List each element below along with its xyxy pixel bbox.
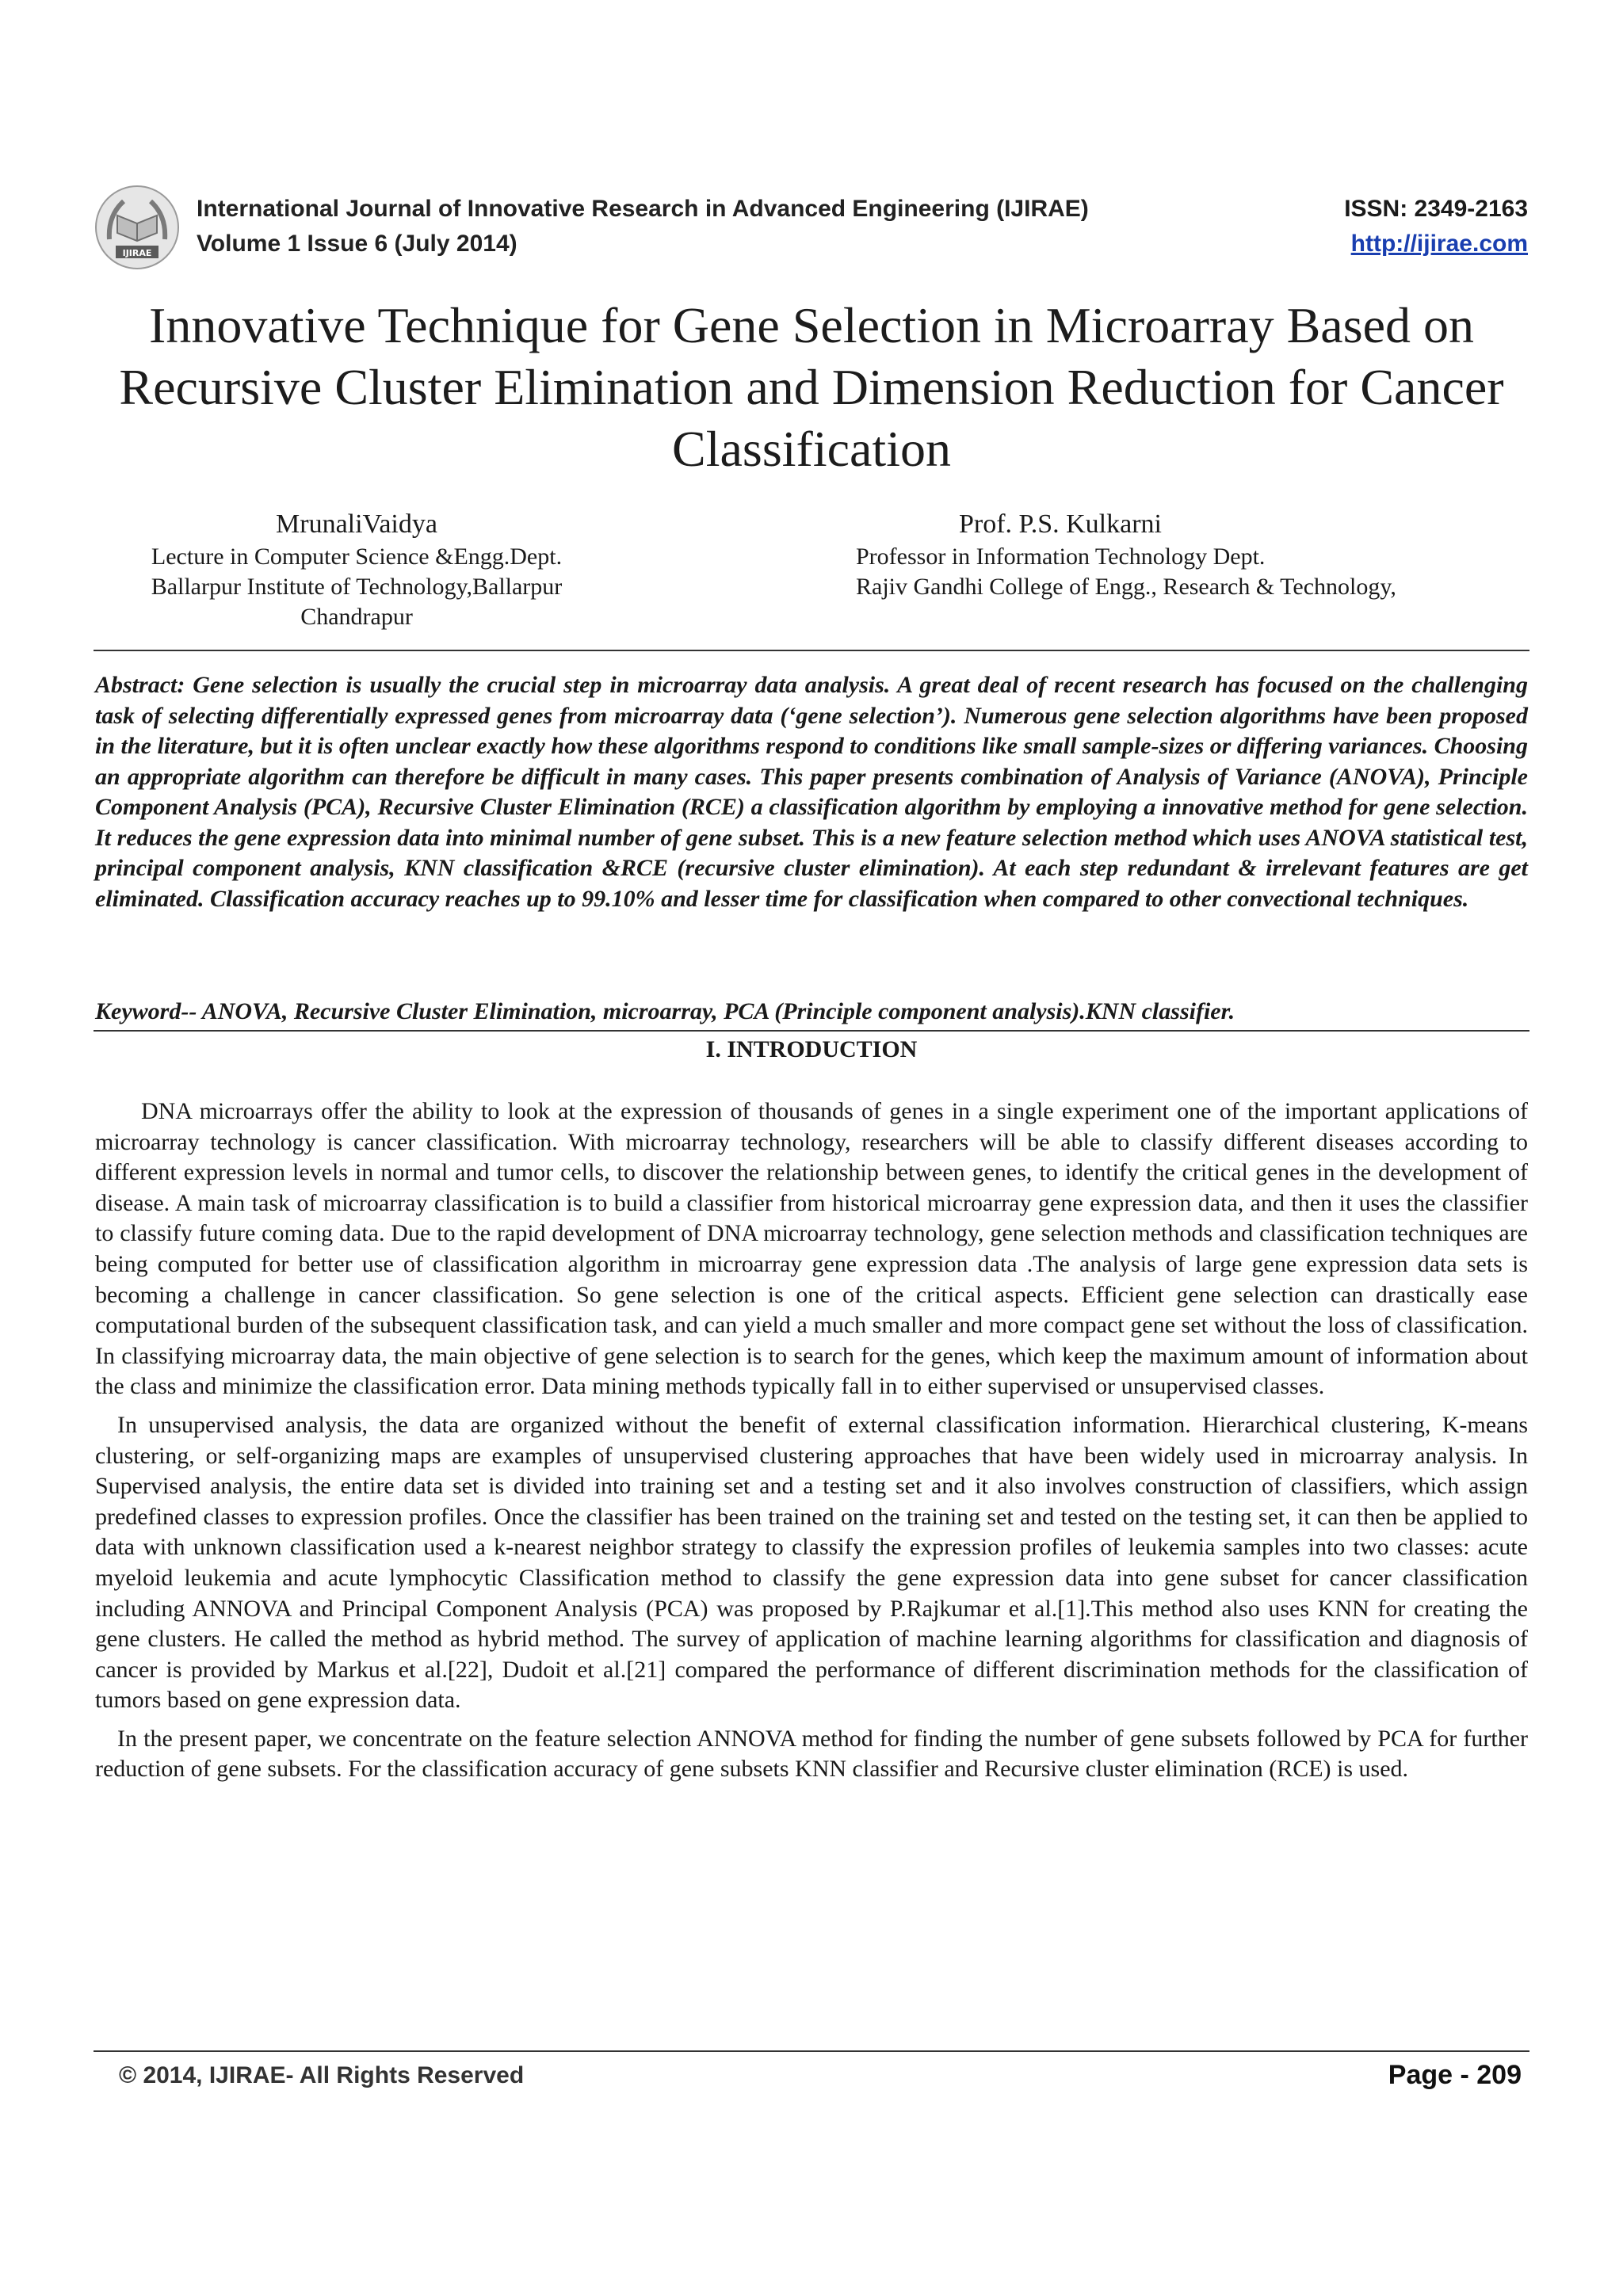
author-name: MrunaliVaidya	[276, 509, 437, 539]
divider	[94, 1030, 1529, 1032]
body-text	[95, 1097, 1528, 1793]
journal-logo	[94, 184, 181, 271]
author-right	[856, 507, 1490, 602]
laurel-emblem-icon	[94, 184, 181, 271]
keywords: Keyword-- ANOVA, Recursive Cluster Elimination, microarray, PCA (Principle component analysis).KNN classifier.	[95, 998, 1235, 1024]
footer-divider	[94, 2050, 1529, 2052]
section-heading: I. INTRODUCTION	[705, 1036, 918, 1062]
paper-title: Innovative Technique for Gene Selection in Microarray Based on Recursive Cluster Elimination and Dimension Reduction for Cancer Classification	[119, 297, 1504, 477]
page-number: Page - 209	[1388, 2060, 1522, 2090]
author-left	[79, 507, 634, 632]
journal-volume: Volume 1 Issue 6 (July 2014)	[197, 231, 517, 257]
journal-header	[197, 192, 1306, 261]
paragraph: In the present paper, we concentrate on the feature selection ANNOVA method for finding the number of gene subsets followed by PCA for further reduction of gene subsets. For the classification accuracy of gene subsets KNN classifier and Recursive cluster elimination (RCE) is used.	[95, 1725, 1528, 1783]
abstract: Abstract: Gene selection is usually the crucial step in microarray data analysis. A great deal of recent research has focused on the challenging task of selecting differentially expressed genes from microarray data (‘gene selection’). Numerous gene selection algorithms have been proposed in the literature, but it is often unclear exactly how these algorithms respond to conditions like small sample-sizes or differing variances. Choosing an appropriate algorithm can therefore be difficult in many cases. This paper presents combination of Analysis of Variance (ANOVA), Principle Component Analysis (PCA), Recursive Cluster Elimination (RCE) a classification algorithm by employing a innovative method for gene selection. It reduces the gene expression data into minimal number of gene subset. This is a new feature selection method which uses ANOVA statistical test, principal component analysis, KNN classification &RCE (recursive cluster elimination). At each step redundant & irrelevant features are get eliminated. Classification accuracy reaches up to 99.10% and lesser time for classification when compared to other convectional techniques.	[95, 672, 1528, 912]
author-affiliation: Rajiv Gandhi College of Engg., Research & Technology,	[856, 574, 1396, 600]
paragraph: In unsupervised analysis, the data are organized without the benefit of external classification information. Hierarchical clustering, K-means clustering, or self-organizing maps are examples of unsupervised clustering approaches that have been widely used in microarray analysis. In Supervised analysis, the entire data set is divided into training set and a testing set and it also involves construction of classifiers, which assign predefined classes to expression profiles. Once the classifier has been trained on the training set and tested on the testing set, it can then be applied to data with unknown classification used a k-nearest neighbor strategy to classify the expression profiles of leukemia samples into two classes: acute myeloid leukemia and acute lymphocytic Classification method to classify the gene expression data into gene subset for cancer classification including ANNOVA and Principal Component Analysis (PCA) was proposed by P.Rajkumar et al.[1].This method also uses KNN for creating the gene clusters. He called the method as hybrid method. The survey of application of machine learning algorithms for classification and diagnosis of cancer is provided by Markus et al.[22], Dudoit et al.[21] compared the performance of different discrimination methods for the classification of tumors based on gene expression data.	[95, 1411, 1528, 1714]
journal-name: International Journal of Innovative Research in Advanced Engineering (IJIRAE)	[197, 196, 1089, 222]
paragraph: DNA microarrays offer the ability to look at the expression of thousands of genes in a single experiment one of the important applications of microarray technology is cancer classification. With microarray technology, researchers will be able to classify different diseases according to different expression levels in normal and tumor cells, to discover the relationship between genes, to identify the critical genes in the development of disease. A main task of microarray classification is to build a classifier from historical microarray gene expression data, and then it uses the classifier to classify future coming data. Due to the rapid development of DNA microarray technology, gene selection methods and classification techniques are being computed for better use of classification algorithm in microarray gene expression data .The analysis of large gene expression data sets is becoming a challenge in cancer classification. So gene selection is one of the critical aspects. Efficient gene selection can drastically ease computational burden of the subsequent classification task, and can yield a much smaller and more compact gene set without the loss of classification. In classifying microarray data, the main objective of gene selection is to search for the genes, which keep the maximum amount of information about the class and minimize the classification error. Data mining methods typically fall in to either supervised or unsupervised classes.	[95, 1098, 1528, 1400]
logo-label: IJIRAE	[122, 248, 152, 258]
copyright: © 2014, IJIRAE- All Rights Reserved	[119, 2062, 525, 2088]
author-affiliation: Chandrapur	[300, 604, 413, 630]
author-affiliation: Lecture in Computer Science &Engg.Dept.	[151, 543, 563, 570]
issn: ISSN: 2349-2163	[1344, 196, 1528, 222]
divider	[94, 650, 1529, 651]
issn-block	[1344, 192, 1528, 261]
author-affiliation: Professor in Information Technology Dept.	[856, 543, 1266, 570]
author-affiliation: Ballarpur Institute of Technology,Ballarpur	[151, 574, 563, 600]
journal-link[interactable]: http://ijirae.com	[1350, 231, 1528, 257]
author-name: Prof. P.S. Kulkarni	[959, 509, 1162, 539]
